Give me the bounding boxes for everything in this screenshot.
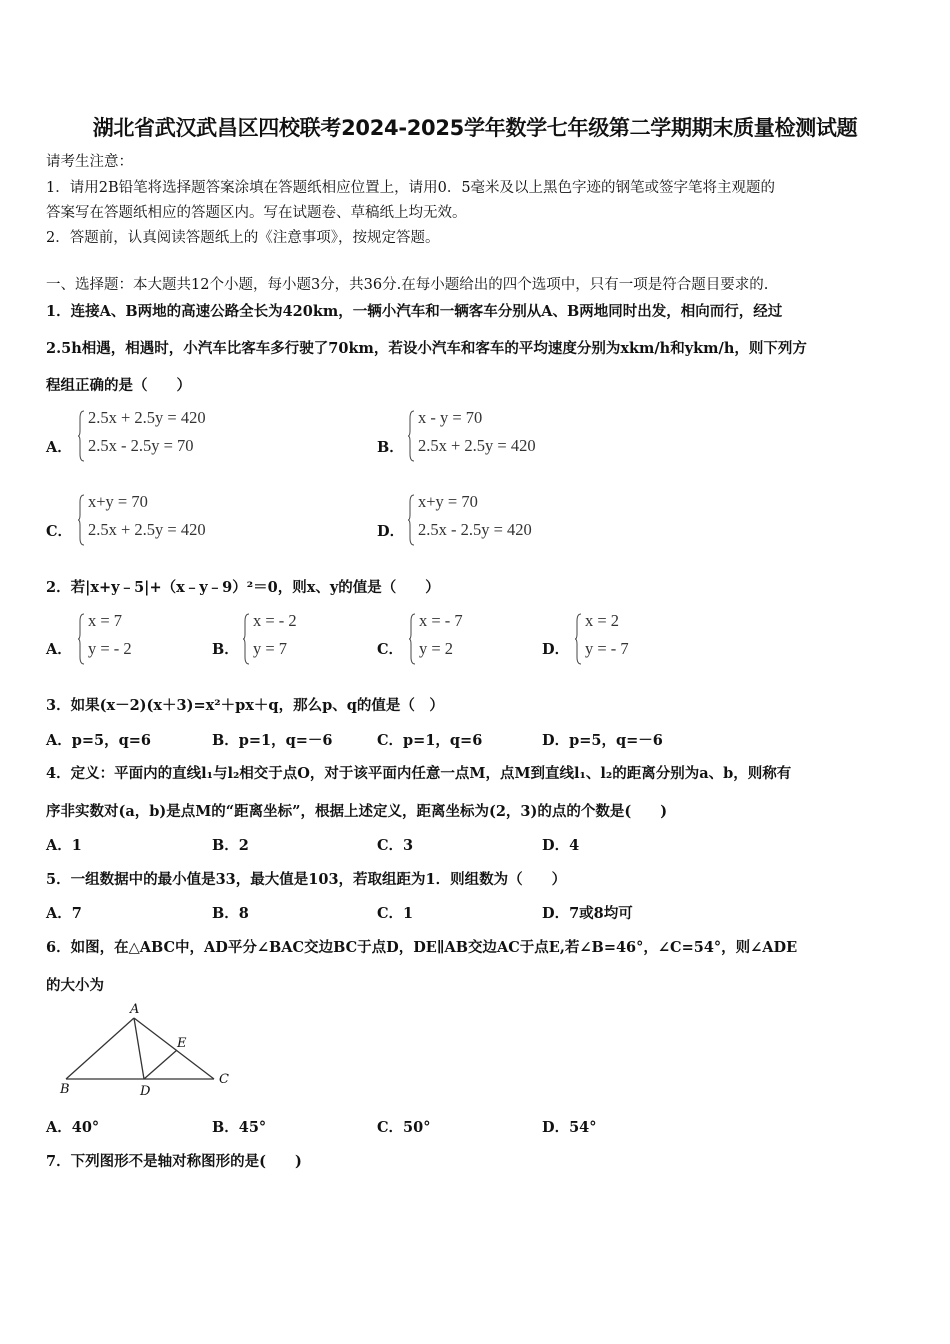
q1-option-a-label: A． — [46, 439, 72, 456]
q3-option-d: D．p=5，q=－6 — [542, 732, 663, 749]
brace-icon — [243, 613, 250, 665]
equation: x = 2 — [585, 611, 620, 630]
q4-option-b: B．2 — [212, 837, 249, 854]
brace-icon — [78, 494, 85, 546]
equation: 2.5x + 2.5y = 420 — [418, 436, 536, 455]
section-header: 一、选择题：本大题共12个小题，每小题3分，共36分.在每小题给出的四个选项中，只有一项是符合题目要求的. — [46, 277, 769, 293]
q1-line-1: 1．连接A、B两地的高速公路全长为420km，一辆小汽车和一辆客车分别从A、B两地同时出发，相向而行，经过 — [46, 303, 783, 320]
q1-line-2: 2.5h相遇，相遇时，小汽车比客车多行驶了70km，若设小汽车和客车的平均速度分别为xkm/h和ykm/h，则下列方 — [46, 340, 807, 357]
q6-option-c: C．50° — [377, 1119, 431, 1136]
q5-stem: 5．一组数据中的最小值是33，最大值是103，若取组距为1．则组数为（ ） — [46, 871, 567, 888]
q5-option-b: B．8 — [212, 905, 249, 922]
notice-line-2: 答案写在答题纸相应的答题区内。写在试题卷、草稿纸上均无效。 — [46, 205, 467, 221]
q1-line-3: 程组正确的是（ ） — [46, 377, 191, 394]
q3-stem: 3．如果(x－2)(x＋3)=x²＋px＋q，那么p、q的值是（ ） — [46, 697, 444, 714]
brace-icon — [408, 410, 415, 462]
equation: x+y = 70 — [418, 492, 478, 511]
q2-stem: 2．若|x+y﹣5|+（x﹣y﹣9）²＝0，则x、y的值是（ ） — [46, 579, 440, 596]
q3-option-c: C．p=1，q=6 — [377, 732, 483, 749]
brace-icon — [409, 613, 416, 665]
brace-icon — [78, 613, 85, 665]
q2-option-a-label: A． — [46, 641, 72, 658]
q1-option-b-label: B． — [377, 439, 404, 456]
q4-line-2: 序非实数对(a，b)是点M的“距离坐标”，根据上述定义，距离坐标为(2，3)的点的个数是( ) — [46, 803, 668, 820]
q4-line-1: 4．定义：平面内的直线l₁与l₂相交于点O，对于该平面内任意一点M，点M到直线l₁、l₂的距离分别为a、b，则称有 — [46, 765, 792, 782]
brace-icon — [408, 494, 415, 546]
page-title: 湖北省武汉武昌区四校联考2024-2025学年数学七年级第二学期期末质量检测试题 — [92, 116, 858, 140]
q2-option-b-label: B． — [212, 641, 239, 658]
q6-option-b: B．45° — [212, 1119, 267, 1136]
equation: 2.5x - 2.5y = 70 — [88, 436, 194, 455]
equation: y = 7 — [253, 639, 288, 658]
equation: 2.5x - 2.5y = 420 — [418, 520, 532, 539]
q6-line-1: 6．如图，在△ABC中，AD平分∠BAC交边BC于点D，DE∥AB交边AC于点E,若∠B=46°，∠C=54°，则∠ADE — [46, 939, 798, 956]
q6-line-2: 的大小为 — [46, 977, 104, 994]
q5-option-d: D．7或8均可 — [542, 905, 633, 922]
q6-option-d: D．54° — [542, 1119, 597, 1136]
equation: x+y = 70 — [88, 492, 148, 511]
q2-option-c-label: C． — [377, 641, 404, 658]
equation: 2.5x + 2.5y = 420 — [88, 520, 206, 539]
q2-option-d-label: D． — [542, 641, 570, 658]
vertex-label-c: C — [219, 1072, 229, 1087]
q1-option-d-label: D． — [377, 523, 405, 540]
q4-option-d: D．4 — [542, 837, 580, 854]
equation: x = 7 — [88, 611, 123, 630]
vertex-label-e: E — [177, 1036, 187, 1051]
notice-line-1: 1．请用2B铅笔将选择题答案涂填在答题纸相应位置上，请用0．5毫米及以上黑色字迹的钢笔或签字笔将主观题的 — [46, 180, 776, 196]
vertex-label-d: D — [140, 1084, 151, 1099]
vertex-label-a: A — [130, 1002, 140, 1017]
q6-triangle-figure — [56, 1002, 236, 1102]
notice-line-3: 2．答题前，认真阅读答题纸上的《注意事项》，按规定答题。 — [46, 230, 440, 246]
q3-option-b: B．p=1，q=－6 — [212, 732, 333, 749]
q4-option-a: A．1 — [46, 837, 82, 854]
brace-icon — [78, 410, 85, 462]
q6-option-a: A．40° — [46, 1119, 100, 1136]
equation: x - y = 70 — [418, 408, 483, 427]
q5-option-a: A．7 — [46, 905, 82, 922]
equation: 2.5x + 2.5y = 420 — [88, 408, 206, 427]
equation: y = 2 — [419, 639, 454, 658]
q7-stem: 7．下列图形不是轴对称图形的是( ) — [46, 1153, 302, 1170]
q3-option-a: A．p=5，q=6 — [46, 732, 152, 749]
q5-option-c: C．1 — [377, 905, 414, 922]
vertex-label-b: B — [60, 1082, 70, 1097]
q4-option-c: C．3 — [377, 837, 414, 854]
equation: y = - 2 — [88, 639, 132, 658]
equation: y = - 7 — [585, 639, 629, 658]
notice-heading: 请考生注意： — [46, 154, 133, 170]
equation: x = - 2 — [253, 611, 297, 630]
q1-option-c-label: C． — [46, 523, 73, 540]
equation: x = - 7 — [419, 611, 463, 630]
brace-icon — [575, 613, 582, 665]
